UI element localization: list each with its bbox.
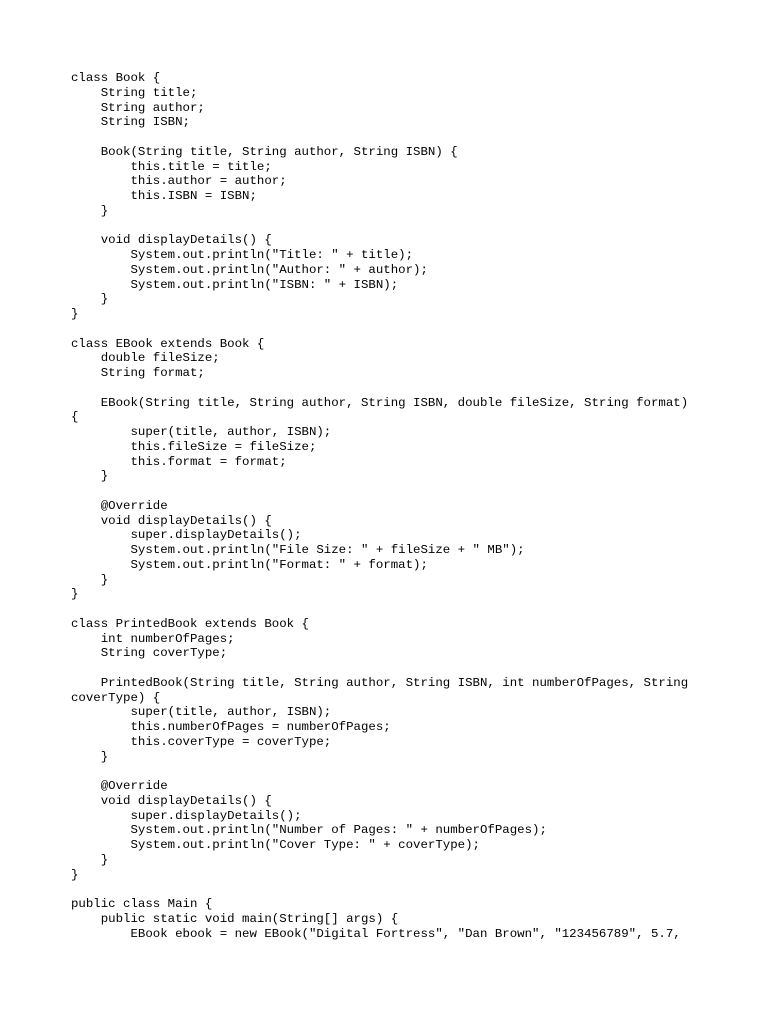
code-line: System.out.println("Title: " + title); (71, 248, 414, 262)
code-line: String author; (71, 100, 205, 115)
code-line: this.coverType = coverType; (71, 734, 332, 749)
code-line: this.fileSize = fileSize; (71, 439, 317, 454)
code-line: String format; (71, 366, 205, 380)
code-line (71, 602, 688, 617)
code-line: this.author = author; (71, 174, 287, 189)
code-line: String title; (71, 85, 198, 100)
code-line: this.ISBN = ISBN; (71, 189, 257, 203)
code-line: } (71, 749, 109, 764)
code-line: } (71, 852, 109, 867)
code-line: this.format = format; (71, 454, 287, 469)
code-line: class PrintedBook extends Book { (71, 616, 309, 631)
code-line: void displayDetails() { (71, 793, 272, 808)
code-line: System.out.println("Number of Pages: " + numberOfPages); (71, 823, 547, 838)
code-line: System.out.println("Author: " + author); (71, 262, 428, 277)
code-line: System.out.println("Format: " + format); (71, 557, 428, 572)
code-line: EBook ebook = new EBook("Digital Fortress", "Dan Brown", "123456789", 5.7, (71, 926, 681, 941)
code-line (71, 764, 688, 779)
code-line: this.title = title; (71, 159, 272, 174)
code-line (71, 661, 688, 676)
code-line: { (71, 410, 79, 425)
code-line: } (71, 469, 109, 484)
code-line: } (71, 867, 79, 882)
code-line (71, 484, 688, 499)
code-line: public static void main(String[] args) { (71, 911, 399, 926)
code-line: class EBook extends Book { (71, 336, 265, 351)
code-line: System.out.println("File Size: " + fileSize + " MB"); (71, 543, 525, 557)
code-line: super.displayDetails(); (71, 528, 302, 543)
code-line: } (71, 307, 79, 321)
code-line: super(title, author, ISBN); (71, 705, 332, 720)
code-line: void displayDetails() { (71, 513, 272, 528)
code-line: System.out.println("ISBN: " + ISBN); (71, 277, 399, 292)
code-line: String coverType; (71, 646, 228, 661)
code-line (71, 130, 688, 145)
code-line: void displayDetails() { (71, 233, 272, 248)
code-line: } (71, 292, 109, 307)
code-line (71, 219, 688, 234)
code-line: double fileSize; (71, 351, 220, 366)
code-line: PrintedBook(String title, String author, String ISBN, int numberOfPages, String (71, 675, 689, 690)
code-line: super(title, author, ISBN); (71, 425, 332, 439)
code-line (71, 322, 688, 337)
code-line: int numberOfPages; (71, 631, 235, 646)
code-line: EBook(String title, String author, String ISBN, double fileSize, String format) (71, 395, 689, 410)
code-line: Book(String title, String author, String ISBN) { (71, 144, 458, 159)
code-line: System.out.println("Cover Type: " + coverType); (71, 838, 480, 852)
code-block (71, 71, 688, 941)
code-line: } (71, 587, 79, 602)
code-line: } (71, 572, 109, 587)
code-line: public class Main { (71, 897, 213, 911)
code-line: String ISBN; (71, 115, 190, 130)
code-line: @Override (71, 779, 168, 793)
code-line: this.numberOfPages = numberOfPages; (71, 720, 391, 734)
code-line: coverType) { (71, 690, 161, 705)
code-line: @Override (71, 498, 168, 513)
code-line (71, 882, 688, 897)
code-line: } (71, 203, 109, 218)
code-line: class Book { (71, 71, 161, 85)
code-line (71, 381, 688, 396)
code-line: super.displayDetails(); (71, 808, 302, 823)
